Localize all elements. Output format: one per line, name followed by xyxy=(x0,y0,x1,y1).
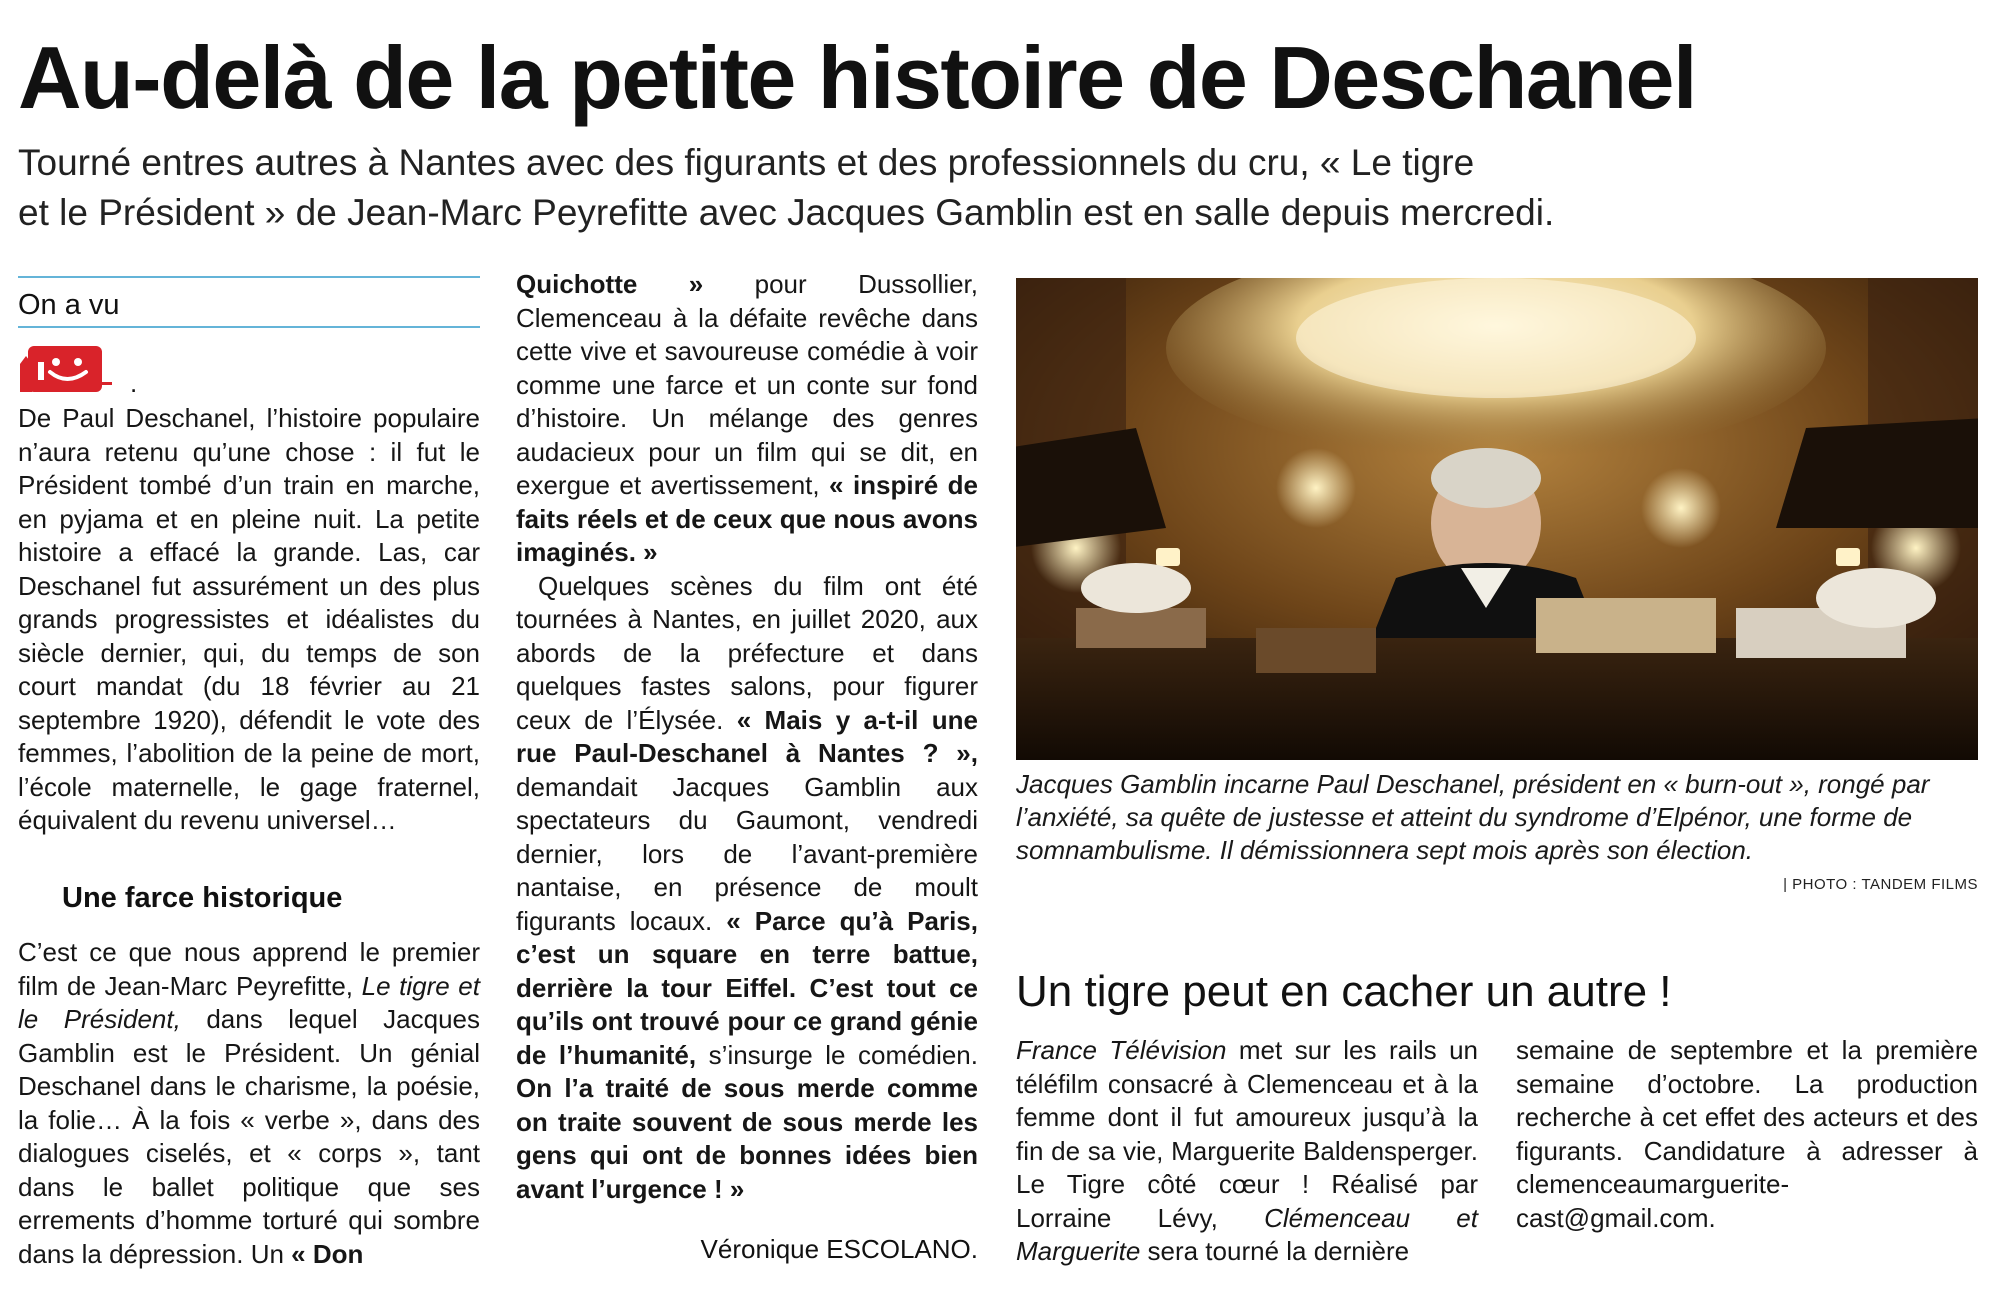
paragraph-film xyxy=(18,936,480,1271)
text-run: C’est ce que nous apprend le premier film de Jean-Marc Peyrefitte, xyxy=(18,937,480,1001)
quote-bold: « inspiré de faits réels et de ceux que nous avons imaginés. » xyxy=(516,470,978,567)
film-still-photo xyxy=(1016,278,1978,760)
text-run-bold: Quichotte » xyxy=(516,269,704,299)
article-column-1 xyxy=(18,402,480,838)
film-title-italic: Le tigre et le Président, xyxy=(18,970,480,1034)
paragraph-comedy xyxy=(516,268,978,570)
paragraph-intro: De Paul Deschanel, l’histoire populaire n’aura retenu qu’une chose : il fut le Président tombé d’un train en marche, en pyjama et en pleine nuit. La petite histoire a effacé la grande. Las, car Deschanel fut assurément un des plus grands progressistes et idéalistes du siècle dernier, qui, du temps de son court mandat (du 18 février au 21 septembre 1920), défendit le vote des femmes, l’abolition de la peine de mort, l’école maternelle, le gage fraternel, équivalent du revenu universel… xyxy=(18,403,480,835)
text-run-bold: « Don xyxy=(291,1238,364,1269)
rubric-rule-bottom xyxy=(18,326,480,328)
standfirst xyxy=(18,138,1698,238)
sidebar-headline: Un tigre peut en cacher un autre ! xyxy=(1016,967,1672,1016)
intertitle: Une farce historique xyxy=(62,882,343,914)
quote-bold: « Mais y a-t-il une rue Paul-Deschanel à Nantes ? », xyxy=(516,704,978,768)
text-run: Quelques scènes du film ont été tournées à Nantes, en juillet 2020, aux abords de la préfecture et dans quelques fastes salons, pour figurer ceux de l’Élysée. xyxy=(516,570,978,735)
photo-credit: | PHOTO : TANDEM FILMS xyxy=(1783,876,1978,893)
standfirst-line-1: Tourné entres autres à Nantes avec des figurants et des professionnels du cru, « Le tigre xyxy=(18,142,1475,183)
sidebar-paragraph xyxy=(1016,1034,1478,1269)
headline: Au-delà de la petite histoire de Deschanel xyxy=(18,28,1696,127)
text-run: s’insurge le comédien. xyxy=(696,1039,978,1070)
sidebar-column-2 xyxy=(1516,1034,1978,1235)
rubric-rule-top xyxy=(18,276,480,278)
rubric-label: On a vu xyxy=(18,289,120,321)
quote-bold: « Parce qu’à Paris, c’est un square en terre battue, derrière la tour Eiffel. C’est tout ce qu’ils ont trouvé pour ce grand génie de l’humanité, xyxy=(516,905,978,1070)
author-signature: Véronique ESCOLANO. xyxy=(700,1234,978,1264)
photo-caption: Jacques Gamblin incarne Paul Deschanel, président en « burn-out », rongé par l’anxiété, sa quête de justesse et atteint du syndrome d’Elpénor, une forme de somnambulisme. Il démissionnera sept mois après son élection. xyxy=(1016,769,1930,865)
standfirst-line-2: et le Président » de Jean-Marc Peyrefitte avec Jacques Gamblin est en salle depuis mercredi. xyxy=(18,192,1555,233)
article-column-2 xyxy=(516,268,978,1206)
rating-dot: . xyxy=(130,368,138,398)
sidebar-column-1 xyxy=(1016,1034,1478,1269)
sidebar-paragraph-continued xyxy=(1516,1034,1978,1235)
email-address-end: cast@gmail.com. xyxy=(1516,1202,1716,1233)
article-column-1-continued xyxy=(18,936,480,1271)
quote-bold: On l’a traité de sous merde comme on traite souvent de sous merde les gens qui ont de bonnes idées bien avant l’urgence ! » xyxy=(516,1073,978,1204)
paragraph-nantes xyxy=(516,570,978,1207)
text-run-italic: France Télévision xyxy=(1016,1035,1227,1065)
text-run: pour Dussollier, Clemenceau à la défaite revêche dans cette vive et savoureuse comédie à voir comme une farce et un conte sur fond d’histoire. Un mélange des genres audacieux pour un film qui se dit, en exergue et avertissement, xyxy=(516,269,978,500)
text-run: sera tourné la dernière xyxy=(1140,1236,1410,1266)
text-run: semaine de septembre et la première semaine d’octobre. La production recherche à cet effet des acteurs et des figurants. Candidature à adresser à clemenceaumarguerite- xyxy=(1516,1035,1978,1199)
text-run: met sur les rails un téléfilm consacré à Clemenceau et à la femme dont il fut amoureux jusqu’à la fin de sa vie, Marguerite Baldensperger. Le Tigre côté cœur ! Réalisé par Lorraine Lévy, xyxy=(1016,1035,1479,1233)
text-run: demandait Jacques Gamblin aux spectateurs du Gaumont, vendredi dernier, lors de l’avant-première nantaise, en présence de moult figurants locaux. xyxy=(516,771,978,936)
text-run: dans lequel Jacques Gamblin est le Président. Un génial Deschanel dans le charisme, la poésie, la folie… À la fois « verbe », dans des dialogues ciselés, et « corps », tant dans le ballet politique que ses errements d’homme torturé qui sombre dans la dépression. Un xyxy=(18,1004,480,1269)
text-run-italic: Clémenceau et Marguerite xyxy=(1016,1202,1478,1266)
smiley-rating-icon xyxy=(18,342,114,394)
